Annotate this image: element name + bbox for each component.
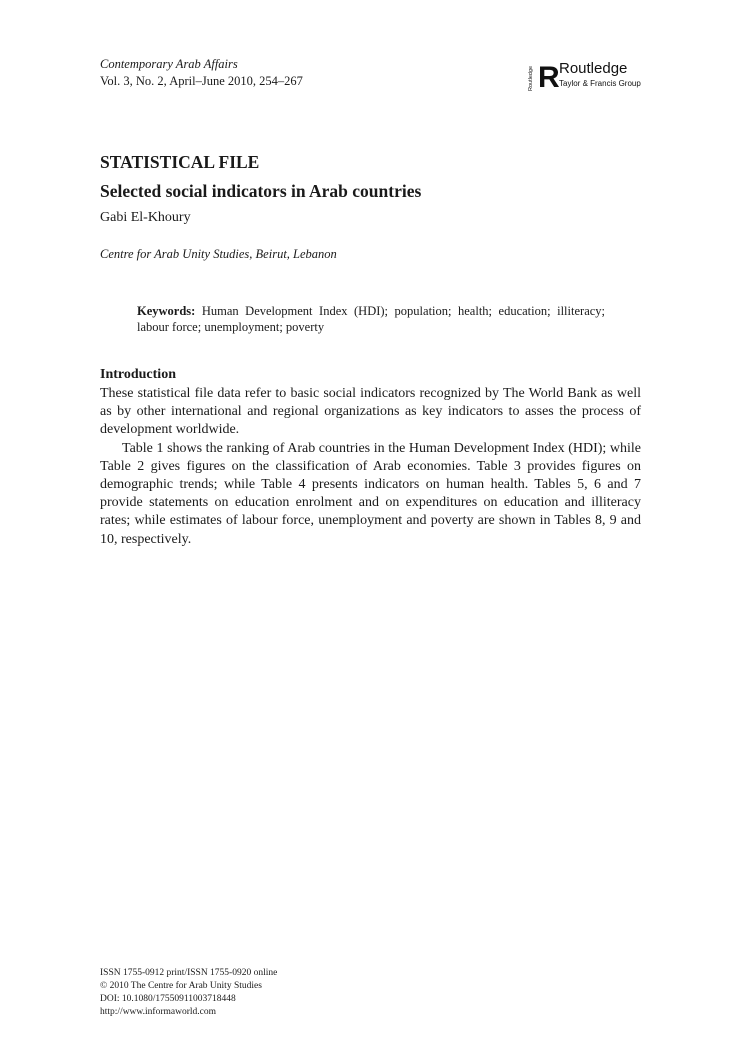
- keywords-block: [137, 303, 605, 335]
- journal-header: [100, 56, 303, 90]
- author-affiliation: Centre for Arab Unity Studies, Beirut, Lebanon: [100, 247, 337, 261]
- keywords-list: Human Development Index (HDI); population; health; education; illiteracy; labour force; unemployment; poverty: [137, 304, 606, 334]
- logo-letter: R: [538, 61, 560, 94]
- doi-line: DOI: 10.1080/17550911003718448: [100, 994, 236, 1004]
- introduction-heading: Introduction: [100, 367, 176, 382]
- publisher-logo: [526, 57, 648, 97]
- routledge-logo-icon: [528, 57, 560, 94]
- section-title: STATISTICAL FILE: [100, 152, 260, 172]
- issn-line: ISSN 1755-0912 print/ISSN 1755-0920 online: [100, 968, 278, 978]
- introduction-body: [100, 385, 641, 549]
- logo-vertical-text: Routledge: [528, 65, 534, 91]
- article-title: Selected social indicators in Arab countries: [100, 181, 422, 201]
- introduction-paragraph: These statistical file data refer to basic social indicators recognized by The World Bank as well as by other international and regional organizations as key indicators to asses the process of development worldwide.: [100, 386, 641, 438]
- publisher-group: Taylor & Francis Group: [559, 79, 641, 88]
- footer-metadata: [100, 967, 277, 1019]
- journal-issue: Vol. 3, No. 2, April–June 2010, 254–267: [100, 74, 303, 88]
- introduction-paragraph: Table 1 shows the ranking of Arab countries in the Human Development Index (HDI); while Table 2 gives figures on the classification of Arab economies. Table 3 provides figures on demographic trends; while Table 4 presents indicators on human health. Tables 5, 6 and 7 provide statements on education enrolment and on expenditures on education and illiteracy rates; while estimates of labour force, unemployment and poverty are shown in Tables 8, 9 and 10, respectively.: [100, 440, 641, 547]
- keywords-label: Keywords:: [137, 304, 196, 318]
- publisher-name: Routledge: [559, 60, 628, 77]
- copyright-line: © 2010 The Centre for Arab Unity Studies: [100, 981, 262, 991]
- publisher-url[interactable]: http://www.informaworld.com: [100, 1007, 217, 1017]
- author-name: Gabi El-Khoury: [100, 210, 191, 225]
- journal-name: Contemporary Arab Affairs: [100, 57, 238, 71]
